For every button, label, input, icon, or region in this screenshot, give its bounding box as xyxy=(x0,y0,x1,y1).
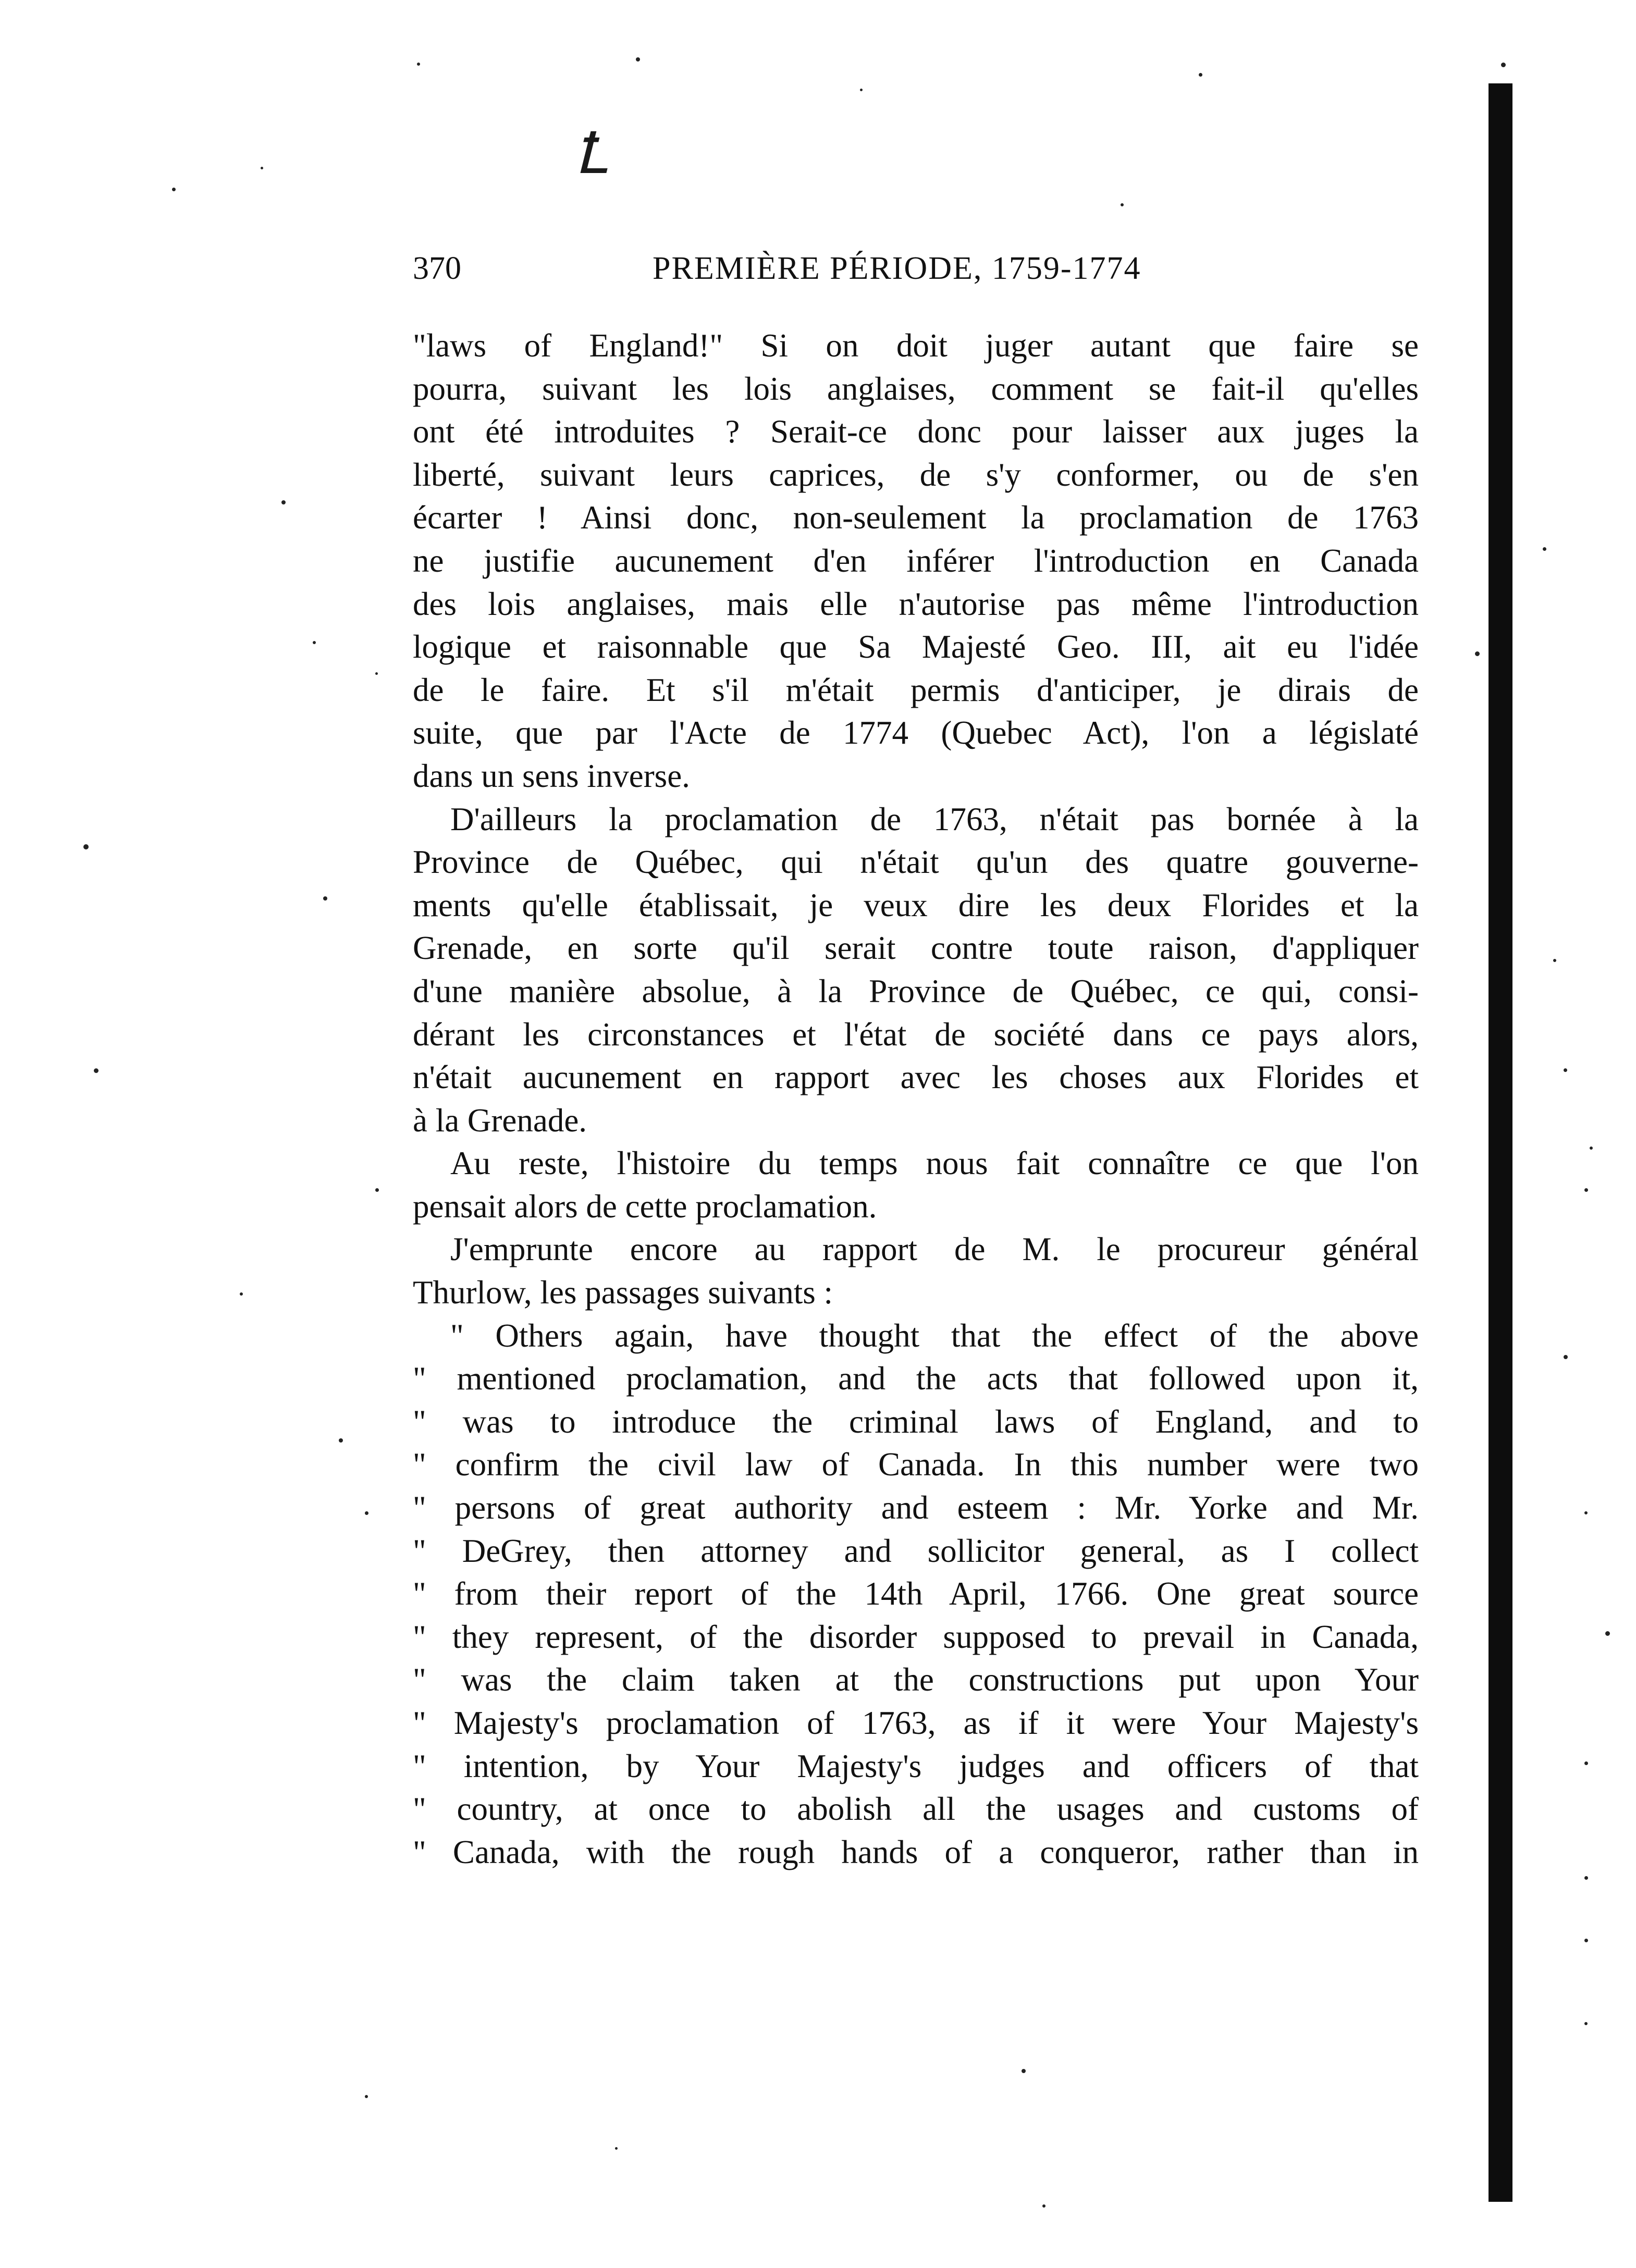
scan-edge-bar xyxy=(1489,83,1512,2202)
text-line: Province de Québec, qui n'était qu'un des quatre gouverne- xyxy=(413,844,1419,881)
text-line: " intention, by Your Majesty's judges and officers of that xyxy=(413,1747,1419,1784)
text-line: Thurlow, les passages suivants : xyxy=(413,1274,833,1311)
scan-speck xyxy=(1605,1631,1610,1636)
scan-speck xyxy=(375,1188,379,1192)
text-line: ments qu'elle établissait, je veux dire les deux Florides et la xyxy=(413,886,1419,923)
scan-speck xyxy=(1584,1188,1588,1192)
text-line: de le faire. Et s'il m'était permis d'anticiper, je dirais de xyxy=(413,671,1419,708)
page-number: 370 xyxy=(413,251,461,286)
text-line: " persons of great authority and esteem : Mr. Yorke and Mr. xyxy=(413,1489,1419,1526)
text-line: " from their report of the 14th April, 1766. One great source xyxy=(413,1575,1419,1612)
scan-speck xyxy=(261,167,263,169)
text-line: " was the claim taken at the constructions put upon Your xyxy=(413,1661,1419,1698)
text-line: écarter ! Ainsi donc, non-seulement la proclamation de 1763 xyxy=(413,499,1419,536)
scan-speck xyxy=(1199,73,1202,77)
text-line: d'une manière absolue, à la Province de Québec, ce qui, consi- xyxy=(413,972,1419,1009)
text-line: " country, at once to abolish all the usages and customs of xyxy=(413,1791,1419,1828)
scan-speck xyxy=(615,2147,618,2150)
text-line: " they represent, of the disorder supposed to prevail in Canada, xyxy=(413,1618,1419,1655)
text-line: " confirm the civil law of Canada. In this number were two xyxy=(413,1446,1419,1483)
text-line: ont été introduites ? Serait-ce donc pour laisser aux juges la xyxy=(413,413,1419,450)
text-line: J'emprunte encore au rapport de M. le procureur général xyxy=(450,1231,1419,1268)
scan-speck xyxy=(94,1068,99,1073)
text-line: dérant les circonstances et l'état de société dans ce pays alors, xyxy=(413,1016,1419,1053)
scan-speck xyxy=(1584,1511,1588,1514)
text-line: " Majesty's proclamation of 1763, as if it were Your Majesty's xyxy=(413,1705,1419,1741)
text-line: n'était aucunement en rapport avec les choses aux Florides et xyxy=(413,1059,1419,1096)
text-line: " DeGrey, then attorney and sollicitor general, as I collect xyxy=(413,1532,1419,1569)
scan-speck xyxy=(1584,1761,1588,1765)
scan-speck xyxy=(1564,1355,1568,1359)
scan-speck xyxy=(1584,1939,1588,1942)
scan-speck xyxy=(1564,1068,1567,1072)
scan-speck xyxy=(281,500,286,504)
text-line: Au reste, l'histoire du temps nous fait connaître ce que l'on xyxy=(450,1145,1419,1182)
text-line: liberté, suivant leurs caprices, de s'y conformer, ou de s'en xyxy=(413,456,1419,493)
scan-speck xyxy=(323,896,327,901)
scan-speck xyxy=(860,89,863,91)
text-line: D'ailleurs la proclamation de 1763, n'était pas bornée à la xyxy=(450,800,1419,837)
text-line: "laws of England!" Si on doit juger autant que faire se xyxy=(413,327,1419,364)
scan-speck xyxy=(83,844,89,849)
text-line: Grenade, en sorte qu'il serait contre toute raison, d'appliquer xyxy=(413,930,1419,967)
scan-speck xyxy=(365,2095,368,2098)
scan-speck xyxy=(1022,2069,1026,2073)
scan-speck xyxy=(1042,2204,1045,2208)
text-line: " mentioned proclamation, and the acts that followed upon it, xyxy=(413,1360,1419,1397)
scan-speck xyxy=(240,1292,243,1296)
scan-speck xyxy=(1501,63,1506,67)
text-line: pensait alors de cette proclamation. xyxy=(413,1188,877,1225)
text-line: " Others again, have thought that the effect of the above xyxy=(450,1317,1419,1354)
scan-speck xyxy=(417,63,420,66)
text-line: à la Grenade. xyxy=(413,1102,587,1139)
scan-speck xyxy=(339,1438,343,1443)
scan-speck xyxy=(1553,959,1556,962)
scan-speck xyxy=(365,1511,368,1515)
scan-speck xyxy=(1590,1147,1593,1150)
scan-speck xyxy=(313,641,316,644)
text-line: pourra, suivant les lois anglaises, comment se fait-il qu'elles xyxy=(413,370,1419,407)
scan-speck xyxy=(1584,1876,1588,1880)
scan-speck xyxy=(1543,547,1546,551)
scan-speck xyxy=(636,57,640,61)
text-line: logique et raisonnable que Sa Majesté Geo. III, ait eu l'idée xyxy=(413,628,1419,665)
text-line: ne justifie aucunement d'en inférer l'introduction en Canada xyxy=(413,542,1419,579)
running-header xyxy=(413,250,1153,297)
scan-speck xyxy=(1584,2022,1588,2025)
text-line: " was to introduce the criminal laws of England, and to xyxy=(413,1403,1419,1440)
running-title: PREMIÈRE PÉRIODE, 1759-1774 xyxy=(653,251,1141,286)
text-line: des lois anglaises, mais elle n'autorise pas même l'introduction xyxy=(413,585,1419,622)
scan-speck xyxy=(172,188,176,191)
text-line: suite, que par l'Acte de 1774 (Quebec Act), l'on a législaté xyxy=(413,714,1419,751)
scan-speck xyxy=(1121,203,1124,206)
scan-speck xyxy=(375,672,378,675)
scan-speck xyxy=(1475,651,1480,656)
handwritten-mark: Ꝉ xyxy=(573,122,607,186)
text-line: dans un sens inverse. xyxy=(413,757,690,794)
text-line: " Canada, with the rough hands of a conqueror, rather than in xyxy=(413,1833,1419,1870)
body-text xyxy=(413,324,1419,1873)
